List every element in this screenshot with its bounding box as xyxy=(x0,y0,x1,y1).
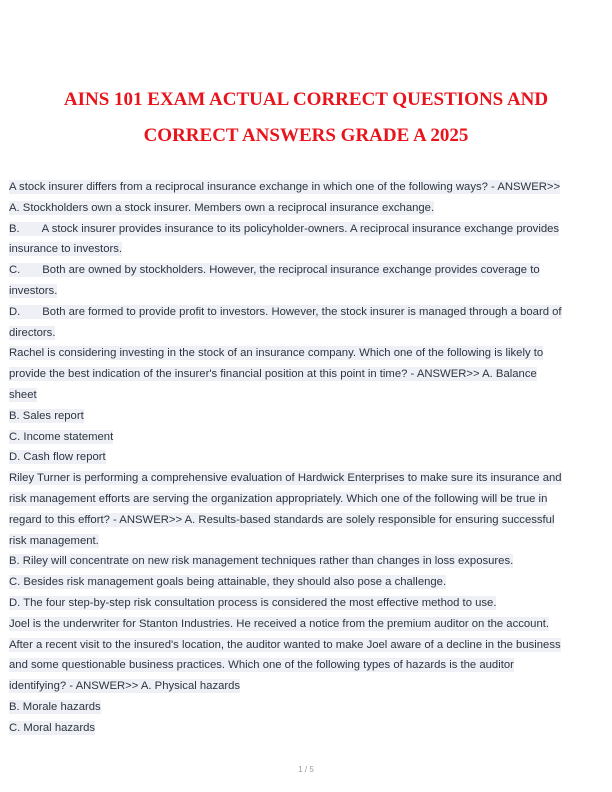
text-line xyxy=(9,510,599,531)
text-line-content: risk management. xyxy=(9,534,99,547)
text-line xyxy=(9,614,599,635)
text-line xyxy=(9,343,599,364)
text-line-content: risk management efforts are serving the organization appropriately. Which one of the following will be true in xyxy=(9,492,548,505)
text-line xyxy=(9,385,599,406)
text-line-content: C. Income statement xyxy=(9,430,114,443)
text-line-content: C. Both are owned by stockholders. However, the reciprocal insurance exchange provides coverage to xyxy=(9,264,540,277)
text-line xyxy=(9,635,599,656)
text-line xyxy=(9,697,599,718)
text-line-content: A stock insurer differs from a reciprocal insurance exchange in which one of the following ways? - ANSWER>> xyxy=(9,181,561,193)
text-line xyxy=(9,572,599,593)
text-line xyxy=(9,676,599,697)
text-line xyxy=(9,551,599,572)
text-line-content: and some questionable business practices. Which one of the following types of hazards is the auditor xyxy=(9,659,514,672)
text-line xyxy=(9,593,599,614)
text-line xyxy=(9,177,599,198)
text-line-content: B. A stock insurer provides insurance to its policyholder-owners. A reciprocal insurance exchange provides xyxy=(9,222,560,235)
text-line xyxy=(9,531,599,552)
text-line xyxy=(9,489,599,510)
text-line-content: C. Moral hazards xyxy=(9,721,96,734)
text-line-content: regard to this effort? - ANSWER>> A. Results-based standards are solely responsible for ensuring successful xyxy=(9,513,555,526)
text-line-content: insurance to investors. xyxy=(9,243,123,256)
text-line xyxy=(9,718,599,739)
document-body xyxy=(9,177,599,739)
text-line-content: directors. xyxy=(9,326,56,339)
text-line-content: C. Besides risk management goals being attainable, they should also pose a challenge. xyxy=(9,576,447,589)
text-line xyxy=(9,655,599,676)
page-indicator: 1 / 5 xyxy=(298,765,314,774)
text-line xyxy=(9,427,599,448)
text-line xyxy=(9,302,599,323)
text-line-content: Rachel is considering investing in the stock of an insurance company. Which one of the following is likely to xyxy=(9,347,544,360)
text-line-content: Joel is the underwriter for Stanton Industries. He received a notice from the premium auditor on the account. xyxy=(9,617,550,630)
text-line xyxy=(9,219,599,240)
text-line-content: Riley Turner is performing a comprehensive evaluation of Hardwick Enterprises to make sure its insurance and xyxy=(9,472,562,485)
text-line-content: B. Morale hazards xyxy=(9,700,101,713)
document-title-line-2: CORRECT ANSWERS GRADE A 2025 xyxy=(143,125,469,146)
text-line xyxy=(9,323,599,344)
text-line-content: D. Both are formed to provide profit to investors. However, the stock insurer is managed through a board of xyxy=(9,305,562,318)
text-line xyxy=(9,198,599,219)
text-line-content: sheet xyxy=(9,388,37,401)
text-line xyxy=(9,239,599,260)
text-line xyxy=(9,406,599,427)
text-line-content: investors. xyxy=(9,284,58,297)
text-line-content: B. Sales report xyxy=(9,409,84,422)
text-line xyxy=(9,468,599,489)
text-line xyxy=(9,281,599,302)
document-title-line-1: AINS 101 EXAM ACTUAL CORRECT QUESTIONS AND xyxy=(63,89,549,110)
text-line-content: provide the best indication of the insurer's financial position at this point in time? - ANSWER>> A. Balance xyxy=(9,368,537,381)
text-line xyxy=(9,364,599,385)
text-line-content: D. The four step-by-step risk consultation process is considered the most effective method to use. xyxy=(9,596,497,609)
text-line-content: After a recent visit to the insured's location, the auditor wanted to make Joel aware of a decline in the business xyxy=(9,638,561,651)
text-line-content: D. Cash flow report xyxy=(9,451,106,464)
text-line-content: B. Riley will concentrate on new risk management techniques rather than changes in loss exposures. xyxy=(9,555,514,568)
text-line xyxy=(9,447,599,468)
text-line-content: A. Stockholders own a stock insurer. Members own a reciprocal insurance exchange. xyxy=(9,201,435,214)
text-line xyxy=(9,260,599,281)
text-line-content: identifying? - ANSWER>> A. Physical hazards xyxy=(9,680,241,693)
